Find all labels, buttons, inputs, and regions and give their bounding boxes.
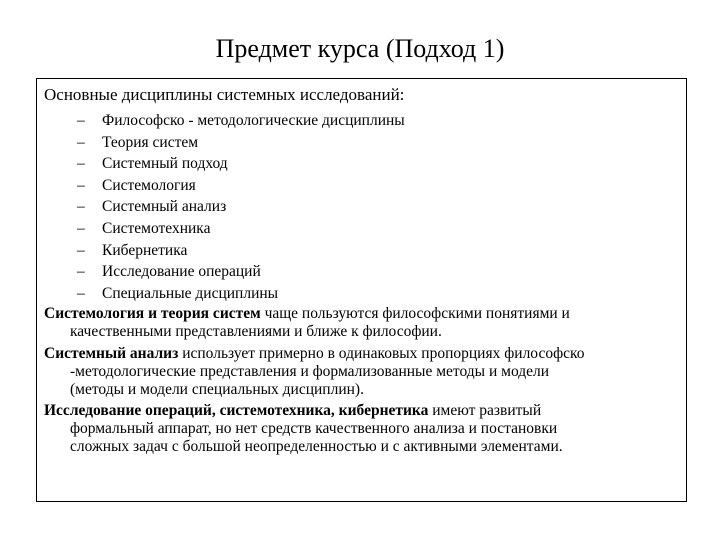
- paragraph-term: Системный анализ: [44, 345, 179, 362]
- slide-title: Предмет курса (Подход 1): [215, 34, 505, 63]
- list-item: – Философско - методологические дисциплины: [77, 110, 405, 132]
- list-item: – Теория систем: [77, 132, 405, 154]
- list-item: – Системный подход: [77, 153, 405, 175]
- dash-bullet: –: [77, 155, 85, 173]
- list-item: – Исследование операций: [77, 261, 405, 283]
- paragraph-system-analysis: Системный анализ использует примерно в одинаковых пропорциях философско -методологические представления и формализованные методы и модели (методы и модели специальных дисциплин).: [44, 345, 585, 398]
- paragraph-term: Системология и теория систем: [44, 305, 261, 322]
- list-item: – Системотехника: [77, 218, 405, 240]
- content-box: [36, 78, 687, 502]
- list-item: – Кибернетика: [77, 240, 405, 262]
- dash-bullet: –: [77, 176, 85, 194]
- dash-bullet: –: [77, 219, 85, 237]
- dash-bullet: –: [77, 284, 85, 302]
- list-item: – Системный анализ: [77, 196, 405, 218]
- dash-bullet: –: [77, 112, 85, 129]
- list-item: – Системология: [77, 175, 405, 197]
- dash-bullet: –: [77, 133, 85, 151]
- dash-bullet: –: [77, 198, 85, 216]
- dash-bullet: –: [77, 241, 85, 259]
- disciplines-list: [77, 110, 405, 304]
- disciplines-heading: Основные дисциплины системных исследований:: [44, 85, 405, 104]
- dash-bullet: –: [77, 263, 85, 281]
- list-item: – Специальные дисциплины: [77, 283, 405, 305]
- paragraph-operations-research: Исследование операций, системотехника, кибернетика имеют развитый формальный аппарат, но нет средств качественного анализа и постановки сложных задач с большой неопределенностью и с активными элементами.: [44, 402, 563, 455]
- paragraph-systemology: Системология и теория систем чаще пользуются философскими понятиями и качественными представлениями и ближе к философии.: [44, 305, 570, 340]
- paragraph-term: Исследование операций, системотехника, кибернетика: [44, 402, 429, 419]
